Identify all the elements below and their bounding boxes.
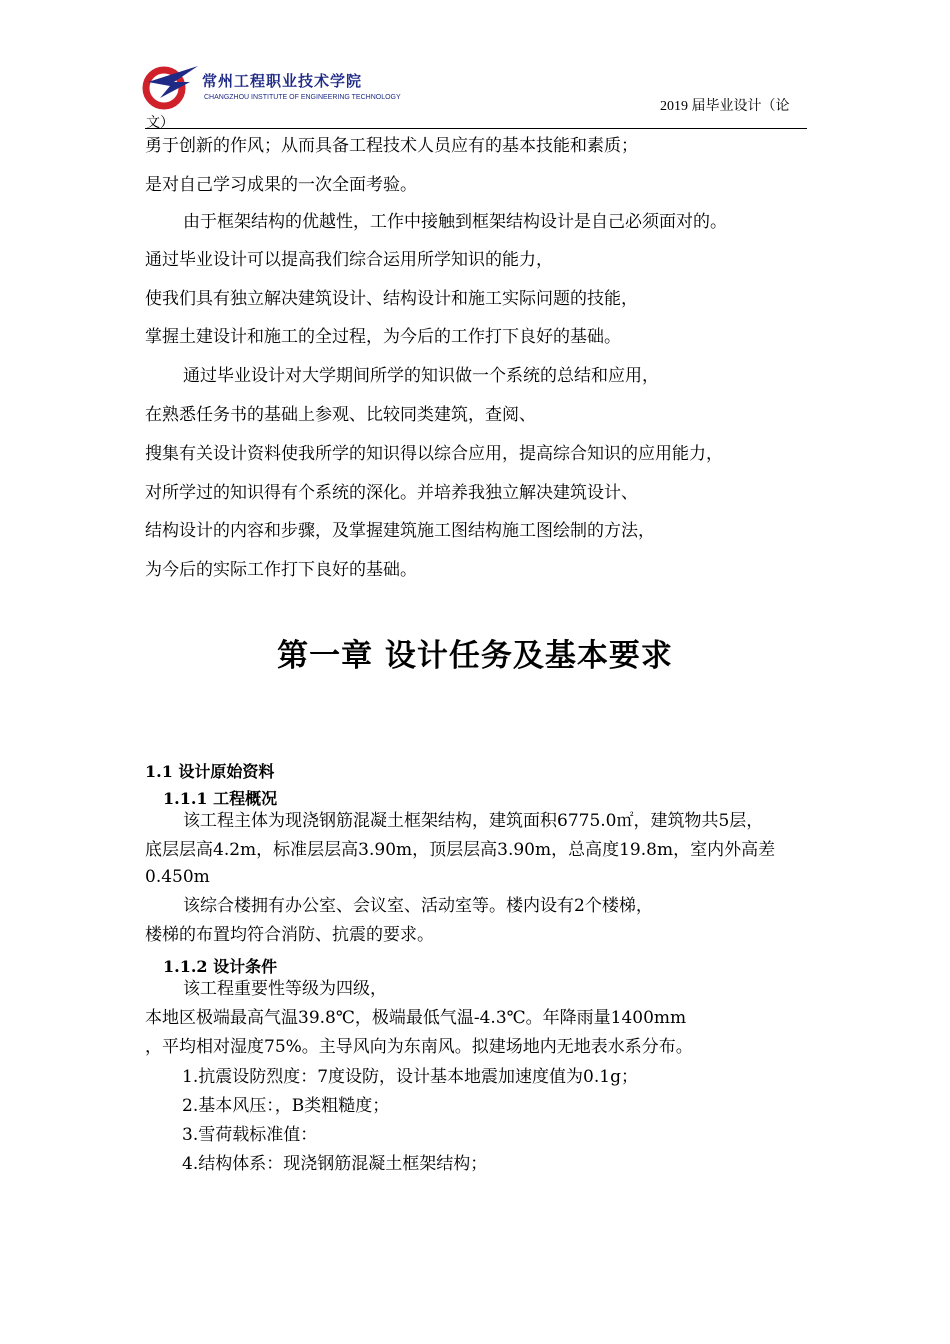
list-item: 1.抗震设防烈度：7度设防，设计基本地震加速度值为0.1g；	[182, 1067, 638, 1087]
list-item: 4.结构体系：现浇钢筋混凝土框架结构；	[182, 1154, 488, 1174]
overview-line: 底层层高4.2m，标准层层高3.90m，顶层层高3.90m，总高度19.8m，室内外高差	[145, 840, 776, 860]
header-title: 2019 届毕业设计（论	[660, 99, 790, 114]
intro-line: 结构设计的内容和步骤，及掌握建筑施工图结构施工图绘制的方法，	[145, 521, 655, 541]
logo-chinese-name: 常州工程职业技术学院	[202, 72, 363, 90]
header-rule	[145, 128, 807, 129]
section-heading: 1.1 设计原始资料	[145, 762, 275, 781]
overview-line: 0.450m	[145, 867, 210, 887]
intro-line: 在熟悉任务书的基础上参观、比较同类建筑，查阅、	[145, 405, 536, 425]
list-item: 3.雪荷载标准值：	[182, 1125, 318, 1145]
condition-line: 该工程重要性等级为四级，	[183, 979, 387, 999]
intro-line: 掌握土建设计和施工的全过程，为今后的工作打下良好的基础。	[145, 327, 621, 347]
college-logo	[140, 62, 401, 112]
intro-line: 为今后的实际工作打下良好的基础。	[145, 560, 417, 580]
subsection-heading: 1.1.2 设计条件	[163, 957, 278, 976]
intro-line: 由于框架结构的优越性，工作中接触到框架结构设计是自己必须面对的。	[183, 212, 727, 232]
list-item: 2.基本风压：，B类粗糙度；	[182, 1096, 390, 1116]
header-title-wrap: 文）	[146, 116, 174, 131]
subsection-heading: 1.1.1 工程概况	[163, 789, 278, 808]
intro-line: 搜集有关设计资料使我所学的知识得以综合应用，提高综合知识的应用能力，	[145, 444, 723, 464]
logo-english-name: CHANGZHOU INSTITUTE OF ENGINEERING TECHNOLOGY	[204, 94, 401, 101]
condition-line: 本地区极端最高气温39.8℃，极端最低气温-4.3℃。年降雨量1400mm	[145, 1008, 687, 1028]
intro-line: 通过毕业设计对大学期间所学的知识做一个系统的总结和应用，	[183, 366, 659, 386]
intro-line: 使我们具有独立解决建筑设计、结构设计和施工实际问题的技能，	[145, 289, 638, 309]
intro-line: 勇于创新的作风；从而具备工程技术人员应有的基本技能和素质；	[145, 136, 638, 156]
college-emblem-icon	[140, 62, 202, 112]
overview-line: 该工程主体为现浇钢筋混凝土框架结构，建筑面积6775.0㎡，建筑物共5层，	[183, 811, 764, 831]
chapter-title: 第一章 设计任务及基本要求	[277, 638, 673, 674]
overview-line: 该综合楼拥有办公室、会议室、活动室等。楼内设有2个楼梯，	[183, 896, 653, 916]
condition-line: ，平均相对湿度75%。主导风向为东南风。拟建场地内无地表水系分布。	[145, 1037, 693, 1057]
intro-line: 通过毕业设计可以提高我们综合运用所学知识的能力，	[145, 250, 553, 270]
overview-line: 楼梯的布置均符合消防、抗震的要求。	[145, 925, 434, 945]
intro-line: 对所学过的知识得有个系统的深化。并培养我独立解决建筑设计、	[145, 483, 638, 503]
intro-line: 是对自己学习成果的一次全面考验。	[145, 175, 417, 195]
